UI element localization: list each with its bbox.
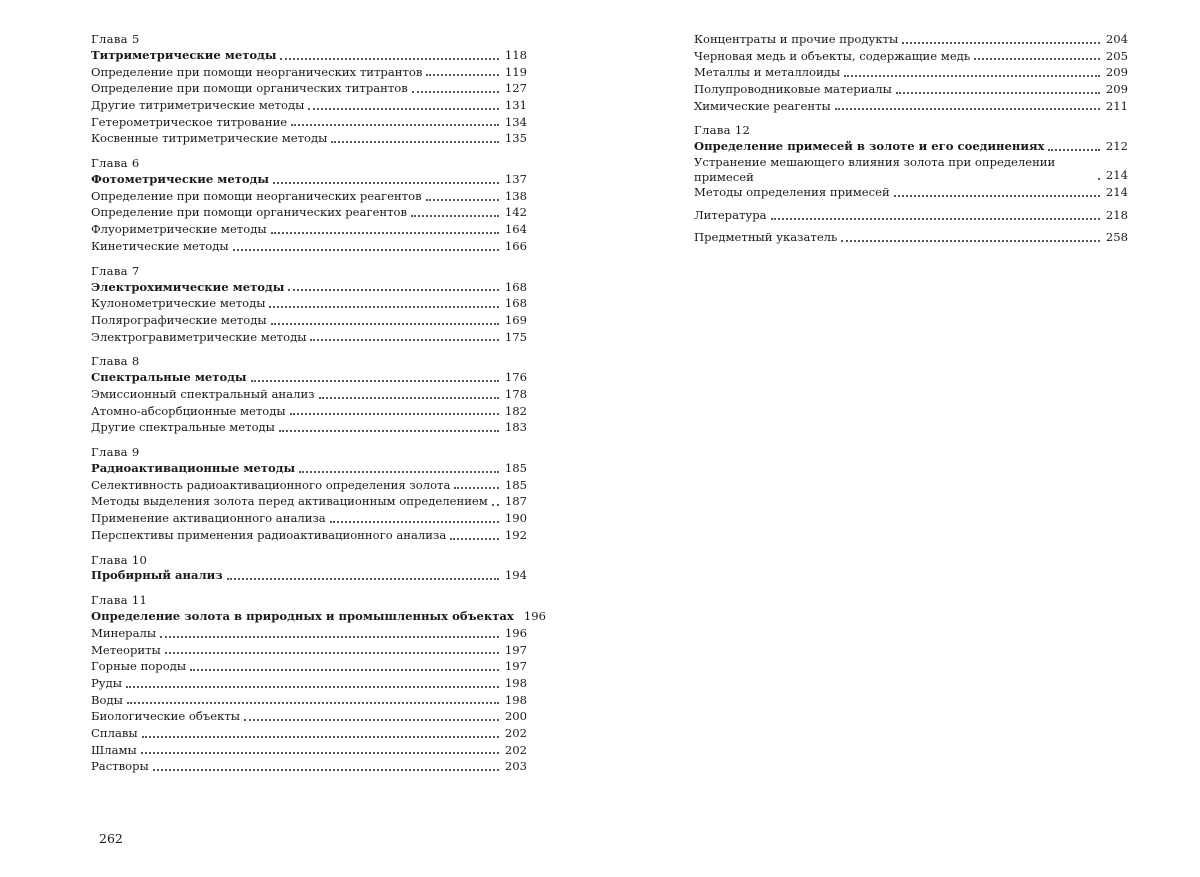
toc-section-entry[interactable] — [91, 460, 527, 477]
dot-leader — [319, 397, 499, 399]
entry-title: Другие титриметрические методы — [91, 98, 305, 113]
entry-page-number: 205 — [1105, 48, 1128, 63]
toc-entry[interactable] — [91, 510, 527, 527]
entry-title: Другие спектральные методы — [91, 420, 275, 435]
entry-page-number: 200 — [504, 709, 527, 724]
dot-leader — [896, 92, 1100, 94]
toc-entry[interactable] — [91, 493, 527, 510]
toc-entry[interactable] — [91, 642, 527, 659]
dot-leader — [331, 141, 498, 143]
entry-page-number: 197 — [504, 659, 527, 674]
toc-entry[interactable] — [694, 98, 1128, 115]
toc-entry[interactable] — [91, 758, 527, 775]
entry-page-number: 198 — [504, 692, 527, 707]
entry-page-number: 118 — [504, 47, 527, 62]
entry-title: Пробирный анализ — [91, 568, 223, 583]
entry-page-number: 119 — [504, 64, 527, 79]
entry-page-number: 185 — [504, 461, 527, 476]
toc-section-entry[interactable] — [694, 138, 1128, 155]
chapter-heading: Глава 5 — [91, 32, 140, 46]
entry-page-number: 196 — [523, 609, 546, 624]
entry-page-number: 127 — [504, 81, 527, 96]
entry-title: Химические реагенты — [694, 98, 831, 113]
toc-entry[interactable] — [91, 221, 527, 238]
dot-leader — [412, 91, 499, 93]
entry-page-number: 194 — [504, 568, 527, 583]
dot-leader — [244, 719, 499, 721]
dot-leader — [411, 215, 499, 217]
toc-entry[interactable] — [694, 81, 1128, 98]
entry-title: Флуориметрические методы — [91, 222, 267, 237]
entry-page-number: 190 — [504, 511, 527, 526]
dot-leader — [288, 289, 498, 291]
entry-page-number: 218 — [1105, 207, 1128, 222]
chapter-heading: Глава 6 — [91, 156, 140, 171]
entry-title: Металлы и металлоиды — [694, 65, 841, 80]
toc-entry[interactable] — [91, 403, 527, 420]
toc-section-entry[interactable] — [91, 608, 546, 625]
right-page-toc — [694, 31, 1128, 246]
toc-entry[interactable] — [91, 419, 527, 436]
entry-page-number: 214 — [1105, 185, 1128, 200]
dot-leader — [190, 669, 499, 671]
entry-title: Литература — [694, 207, 767, 222]
entry-page-number: 197 — [504, 642, 527, 657]
dot-leader — [771, 218, 1100, 220]
chapter-heading: Глава 9 — [91, 445, 140, 460]
entry-page-number: 202 — [504, 742, 527, 757]
entry-title: Косвенные титриметрические методы — [91, 131, 328, 146]
dot-leader — [233, 249, 499, 251]
toc-entry[interactable] — [91, 130, 527, 147]
entry-page-number: 178 — [504, 386, 527, 401]
entry-title: Радиоактивационные методы — [91, 461, 296, 476]
left-page-toc — [91, 31, 546, 775]
entry-title: Горные породы — [91, 659, 187, 674]
toc-entry[interactable] — [694, 31, 1128, 48]
toc-section-entry[interactable] — [91, 279, 527, 296]
entry-title: Применение активационного анализа — [91, 511, 326, 526]
chapter-heading: Глава 7 — [91, 263, 140, 278]
entry-page-number: 212 — [1105, 139, 1128, 154]
entry-title: Руды — [91, 675, 122, 690]
entry-title: Кинетические методы — [91, 238, 229, 253]
entry-title: Определение при помощи неорганических титрантов — [91, 64, 423, 79]
dot-leader — [271, 323, 499, 325]
chapter-heading: Глава 10 — [91, 552, 148, 567]
entry-page-number: 175 — [504, 329, 527, 344]
entry-page-number: 168 — [504, 279, 527, 294]
entry-page-number: 202 — [504, 725, 527, 740]
dot-leader — [835, 108, 1100, 110]
entry-page-number: 209 — [1105, 65, 1128, 80]
entry-title: Шламы — [91, 742, 137, 757]
entry-page-number: 214 — [1105, 168, 1128, 183]
entry-title: Полупроводниковые материалы — [694, 82, 892, 97]
entry-title: Воды — [91, 692, 123, 707]
page-number: 262 — [99, 831, 123, 846]
toc-entry[interactable] — [694, 184, 1128, 201]
dot-leader — [310, 339, 498, 341]
toc-entry[interactable] — [91, 329, 527, 346]
dot-leader — [894, 195, 1100, 197]
toc-entry[interactable] — [91, 658, 527, 675]
entry-title: Кулонометрические методы — [91, 296, 266, 311]
entry-page-number: 182 — [504, 403, 527, 418]
entry-title: Предметный указатель — [694, 230, 838, 245]
dot-leader — [271, 232, 499, 234]
dot-leader — [291, 124, 499, 126]
entry-title: Селективность радиоактивационного определения золота — [91, 477, 451, 492]
entry-page-number: 187 — [504, 494, 527, 509]
toc-entry[interactable] — [91, 295, 527, 312]
entry-title: Определение при помощи органических реагентов — [91, 205, 408, 220]
toc-entry[interactable] — [694, 155, 1128, 184]
dot-leader — [251, 380, 499, 382]
entry-page-number: 138 — [504, 188, 527, 203]
toc-entry[interactable] — [91, 205, 527, 222]
entry-page-number: 211 — [1105, 98, 1128, 113]
dot-leader — [426, 74, 498, 76]
entry-title: Определение при помощи неорганических реагентов — [91, 188, 422, 203]
dot-leader — [273, 182, 499, 184]
toc-entry[interactable] — [694, 48, 1128, 65]
entry-page-number: 176 — [504, 370, 527, 385]
entry-title: Определение примесей в золоте и его соединениях — [694, 139, 1045, 154]
entry-page-number: 185 — [504, 477, 527, 492]
dot-leader — [160, 636, 499, 638]
entry-title: Устранение мешающего влияния золота при определении примесей — [694, 155, 1056, 184]
chapter-heading: Глава 11 — [91, 593, 148, 608]
entry-page-number: 131 — [504, 98, 527, 113]
toc-section-entry[interactable] — [91, 171, 527, 188]
toc-entry[interactable] — [91, 742, 527, 759]
entry-title: Электрохимические методы — [91, 279, 285, 294]
toc-entry[interactable] — [91, 80, 527, 97]
toc-section-entry[interactable] — [91, 568, 527, 585]
toc-index-entry[interactable] — [694, 230, 1128, 247]
toc-entry[interactable] — [91, 477, 527, 494]
entry-title: Определение при помощи органических титрантов — [91, 81, 408, 96]
dot-leader — [126, 686, 499, 688]
entry-page-number: 192 — [504, 527, 527, 542]
entry-page-number: 169 — [504, 312, 527, 327]
entry-title: Гетерометрическое титрование — [91, 114, 288, 129]
toc-entry[interactable] — [91, 708, 527, 725]
entry-title: Биологические объекты — [91, 709, 240, 724]
entry-page-number: 209 — [1105, 82, 1128, 97]
dot-leader — [844, 75, 1100, 77]
chapter-heading: Глава 8 — [91, 354, 140, 369]
toc-entry[interactable] — [91, 527, 527, 544]
dot-leader — [299, 471, 499, 473]
toc-entry[interactable] — [694, 64, 1128, 81]
entry-page-number: 204 — [1105, 31, 1128, 46]
entry-page-number: 142 — [504, 205, 527, 220]
toc-entry[interactable] — [91, 725, 527, 742]
dot-leader — [280, 58, 498, 60]
dot-leader — [492, 504, 499, 506]
entry-title: Титриметрические методы — [91, 47, 277, 62]
dot-leader — [841, 240, 1099, 242]
entry-title: Растворы — [91, 759, 149, 774]
entry-page-number: 198 — [504, 675, 527, 690]
entry-title: Определение золота в природных и промышленных объектах — [91, 609, 514, 624]
entry-page-number: 183 — [504, 420, 527, 435]
dot-leader — [308, 108, 499, 110]
dot-leader — [153, 769, 499, 771]
dot-leader — [974, 58, 1100, 60]
toc-entry[interactable] — [91, 312, 527, 329]
entry-title: Перспективы применения радиоактивационного анализа — [91, 527, 447, 542]
dot-leader — [330, 521, 499, 523]
dot-leader — [450, 538, 499, 540]
toc-entry[interactable] — [91, 386, 527, 403]
dot-leader — [426, 199, 499, 201]
entry-title: Спектральные методы — [91, 370, 247, 385]
dot-leader — [454, 487, 498, 489]
entry-page-number: 164 — [504, 222, 527, 237]
entry-page-number: 137 — [504, 172, 527, 187]
dot-leader — [165, 652, 499, 654]
toc-entry[interactable] — [91, 97, 527, 114]
dot-leader — [127, 702, 499, 704]
entry-page-number: 134 — [504, 114, 527, 129]
entry-title: Атомно-абсорбционные методы — [91, 403, 286, 418]
toc-entry[interactable] — [91, 625, 527, 642]
dot-leader — [142, 736, 499, 738]
chapter-heading: Глава 12 — [694, 123, 751, 138]
dot-leader — [269, 306, 498, 308]
entry-page-number: 196 — [504, 625, 527, 640]
entry-title: Черновая медь и объекты, содержащие медь — [694, 48, 971, 63]
entry-title: Сплавы — [91, 725, 138, 740]
entry-page-number: 166 — [504, 238, 527, 253]
dot-leader — [1098, 178, 1100, 180]
entry-title: Электрогравиметрические методы — [91, 329, 307, 344]
dot-leader — [1048, 149, 1099, 151]
toc-entry[interactable] — [91, 188, 527, 205]
entry-page-number: 135 — [504, 131, 527, 146]
toc-section-entry[interactable] — [91, 369, 527, 386]
dot-leader — [279, 430, 499, 432]
entry-page-number: 258 — [1105, 230, 1128, 245]
toc-entry[interactable] — [91, 675, 527, 692]
toc-entry[interactable] — [91, 64, 527, 81]
entry-page-number: 203 — [504, 759, 527, 774]
entry-title: Концентраты и прочие продукты — [694, 31, 899, 46]
toc-literature-entry[interactable] — [694, 207, 1128, 224]
entry-page-number: 168 — [504, 296, 527, 311]
toc-entry[interactable] — [91, 114, 527, 131]
entry-title: Метеориты — [91, 642, 161, 657]
toc-entry[interactable] — [91, 238, 527, 255]
toc-section-entry[interactable] — [91, 47, 527, 64]
dot-leader — [141, 752, 499, 754]
dot-leader — [902, 42, 1100, 44]
entry-title: Методы определения примесей — [694, 185, 890, 200]
entry-title: Методы выделения золота перед активационным определением — [91, 494, 488, 509]
dot-leader — [227, 578, 499, 580]
entry-title: Минералы — [91, 625, 157, 640]
toc-entry[interactable] — [91, 692, 527, 709]
dot-leader — [290, 413, 499, 415]
entry-title: Фотометрические методы — [91, 172, 270, 187]
entry-title: Эмиссионный спектральный анализ — [91, 386, 315, 401]
entry-title: Полярографические методы — [91, 312, 267, 327]
